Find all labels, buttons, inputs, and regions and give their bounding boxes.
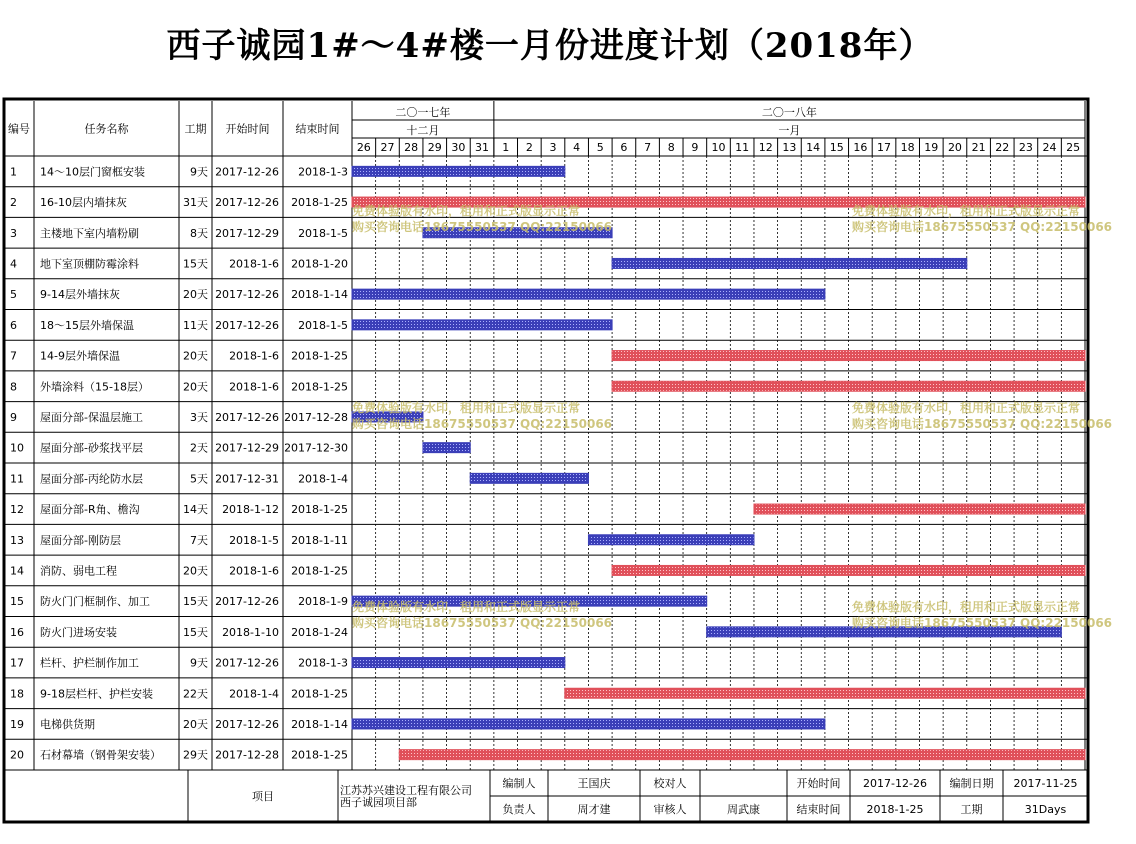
- task-id: 6: [10, 318, 17, 332]
- task-end: 2018-1-14: [291, 717, 348, 731]
- task-duration: 11天: [183, 318, 208, 332]
- task-end: 2018-1-20: [291, 257, 348, 271]
- task-name: 外墙涂料（15-18层）: [40, 380, 149, 394]
- footer-start-label: 开始时间: [796, 777, 841, 790]
- task-duration: 20天: [183, 288, 208, 302]
- task-start: 2017-12-26: [215, 595, 279, 609]
- task-start: 2017-12-26: [215, 165, 279, 179]
- header-day: 22: [995, 141, 1010, 154]
- task-id: 12: [10, 503, 24, 517]
- watermark-line: 购买咨询电话18675550537 QQ:22150066: [352, 616, 613, 630]
- task-start: 2017-12-29: [215, 226, 279, 240]
- gantt-bar-14: [612, 565, 1085, 575]
- task-duration: 20天: [183, 717, 208, 731]
- task-id: 8: [10, 380, 17, 394]
- task-start: 2018-1-10: [222, 625, 279, 639]
- task-start: 2017-12-26: [215, 717, 279, 731]
- task-id: 16: [10, 625, 24, 639]
- footer-manager: 周才建: [577, 803, 611, 816]
- footer-start: 2017-12-26: [863, 777, 927, 790]
- task-start: 2018-1-12: [222, 503, 279, 517]
- task-start: 2017-12-26: [215, 410, 279, 424]
- task-end: 2018-1-4: [298, 472, 348, 486]
- task-name: 屋面分部-R角、檐沟: [40, 503, 140, 517]
- footer-end-label: 结束时间: [796, 803, 841, 816]
- task-start: 2017-12-28: [215, 748, 279, 762]
- header-day: 5: [596, 141, 604, 154]
- header-day: 8: [667, 141, 675, 154]
- header-day: 16: [853, 141, 868, 154]
- task-id: 20: [10, 748, 24, 762]
- task-name: 防火门进场安装: [40, 625, 117, 639]
- task-name: 石材幕墙（钢骨架安装）: [40, 748, 161, 762]
- task-start: 2018-1-6: [229, 257, 279, 271]
- gantt-bar-1: [352, 166, 565, 176]
- header-day: 14: [806, 141, 821, 154]
- task-start: 2017-12-31: [215, 472, 279, 486]
- gantt-bar-8: [612, 381, 1085, 391]
- task-duration: 14天: [183, 503, 208, 517]
- gantt-bar-10: [423, 443, 470, 453]
- footer-compile-date-label: 编制日期: [949, 777, 994, 790]
- task-duration: 15天: [183, 595, 208, 609]
- task-name: 消防、弱电工程: [40, 564, 117, 578]
- footer-end: 2018-1-25: [866, 803, 924, 816]
- task-duration: 20天: [183, 380, 208, 394]
- header-day: 26: [356, 141, 371, 154]
- task-id: 11: [10, 472, 24, 486]
- task-duration: 8天: [190, 226, 208, 240]
- task-duration: 2天: [190, 441, 208, 455]
- footer-compiler-label: 编制人: [502, 777, 536, 790]
- task-duration: 20天: [183, 564, 208, 578]
- header-day: 28: [404, 141, 419, 154]
- header-day: 30: [451, 141, 466, 154]
- task-name: 9-18层栏杆、护栏安装: [40, 687, 153, 701]
- header-day: 9: [691, 141, 699, 154]
- footer-compiler: 王国庆: [577, 777, 611, 790]
- header-day: 19: [924, 141, 939, 154]
- task-start: 2018-1-6: [229, 380, 279, 394]
- header-duration: 工期: [184, 122, 207, 136]
- header-day: 31: [475, 141, 490, 154]
- task-name: 屋面分部-砂浆找平层: [40, 441, 143, 455]
- task-id: 1: [10, 165, 17, 179]
- task-start: 2017-12-26: [215, 318, 279, 332]
- header-day: 15: [829, 141, 844, 154]
- header-id: 编号: [8, 122, 30, 136]
- task-id: 10: [10, 441, 24, 455]
- header-day: 12: [758, 141, 773, 154]
- task-id: 18: [10, 687, 24, 701]
- task-id: 7: [10, 349, 17, 363]
- task-end: 2018-1-5: [298, 226, 348, 240]
- task-duration: 7天: [190, 533, 208, 547]
- task-duration: 15天: [183, 257, 208, 271]
- footer-company: 江苏苏兴建设工程有限公司: [340, 784, 472, 797]
- page-title: 西子诚园1#～4#楼一月份进度计划（2018年）: [166, 26, 934, 66]
- header-day: 10: [711, 141, 726, 154]
- header-day: 24: [1042, 141, 1057, 154]
- task-start: 2018-1-6: [229, 349, 279, 363]
- watermark-line: 免费体验版有水印，租用和正式版显示正常: [852, 204, 1081, 218]
- task-id: 13: [10, 533, 24, 547]
- header-day: 2: [525, 141, 533, 154]
- header-day: 7: [644, 141, 652, 154]
- task-end: 2018-1-3: [298, 165, 348, 179]
- task-start: 2017-12-26: [215, 196, 279, 210]
- task-id: 9: [10, 410, 17, 424]
- watermark-line: 免费体验版有水印，租用和正式版显示正常: [352, 401, 581, 415]
- task-end: 2017-12-28: [284, 410, 348, 424]
- watermark-line: 免费体验版有水印，租用和正式版显示正常: [852, 600, 1081, 614]
- gantt-bar-6: [352, 320, 612, 330]
- task-end: 2018-1-3: [298, 656, 348, 670]
- header-day: 13: [782, 141, 797, 154]
- task-start: 2018-1-6: [229, 564, 279, 578]
- header-day: 11: [735, 141, 750, 154]
- header-day: 4: [573, 141, 581, 154]
- task-duration: 15天: [183, 625, 208, 639]
- task-end: 2018-1-25: [291, 564, 348, 578]
- task-name: 9-14层外墙抹灰: [40, 288, 120, 302]
- task-id: 2: [10, 196, 17, 210]
- watermark-line: 购买咨询电话18675550537 QQ:22150066: [852, 220, 1113, 234]
- task-end: 2018-1-25: [291, 503, 348, 517]
- task-id: 5: [10, 288, 17, 302]
- task-duration: 5天: [190, 472, 208, 486]
- task-name: 地下室顶棚防霉涂料: [40, 257, 139, 271]
- task-duration: 9天: [190, 656, 208, 670]
- task-id: 15: [10, 595, 24, 609]
- footer-manager-label: 负责人: [502, 803, 536, 816]
- task-name: 18～15层外墙保温: [40, 318, 134, 332]
- task-name: 栏杆、护栏制作加工: [40, 656, 139, 670]
- header-day: 25: [1066, 141, 1081, 154]
- task-duration: 9天: [190, 165, 208, 179]
- task-name: 防火门门框制作、加工: [40, 595, 150, 609]
- gantt-bar-17: [352, 658, 565, 668]
- header-year-2018: 二〇一八年: [761, 106, 817, 119]
- task-name: 16-10层内墙抹灰: [40, 196, 127, 210]
- header-day: 20: [947, 141, 962, 154]
- task-end: 2017-12-30: [284, 441, 348, 455]
- watermark-line: 免费体验版有水印，租用和正式版显示正常: [352, 600, 581, 614]
- task-name: 屋面分部-刚防层: [40, 533, 121, 547]
- gantt-bar-5: [352, 289, 825, 299]
- task-end: 2018-1-25: [291, 196, 348, 210]
- task-name: 14-9层外墙保温: [40, 349, 120, 363]
- header-day: 3: [549, 141, 557, 154]
- footer-reviewer-label: 审核人: [653, 803, 687, 816]
- gantt-bar-13: [588, 535, 754, 545]
- task-start: 2017-12-26: [215, 656, 279, 670]
- task-end: 2018-1-24: [291, 625, 348, 639]
- footer-project-dept: 西子诚园项目部: [340, 796, 417, 809]
- task-id: 19: [10, 717, 24, 731]
- footer-reviewer: 周武康: [727, 803, 760, 816]
- footer-duration: 31Days: [1024, 803, 1067, 816]
- task-duration: 31天: [183, 196, 208, 210]
- gantt-bar-7: [612, 351, 1085, 361]
- header-month-jan: 一月: [778, 124, 801, 137]
- task-end: 2018-1-25: [291, 380, 348, 394]
- footer-duration-label: 工期: [960, 803, 983, 816]
- task-name: 屋面分部-保温层施工: [40, 410, 143, 424]
- task-start: 2018-1-5: [229, 533, 279, 547]
- header-day: 21: [971, 141, 986, 154]
- footer-checker-label: 校对人: [653, 777, 687, 790]
- header-name: 任务名称: [84, 122, 129, 136]
- task-end: 2018-1-11: [291, 533, 348, 547]
- header-day: 18: [900, 141, 915, 154]
- task-end: 2018-1-14: [291, 288, 348, 302]
- header-day: 27: [380, 141, 395, 154]
- footer-project-label: 项目: [252, 790, 274, 803]
- header-month-dec: 十二月: [406, 124, 440, 137]
- gantt-bar-11: [470, 473, 588, 483]
- watermark-line: 购买咨询电话18675550537 QQ:22150066: [852, 616, 1113, 630]
- task-id: 17: [10, 656, 24, 670]
- task-duration: 3天: [190, 410, 208, 424]
- task-start: 2017-12-26: [215, 288, 279, 302]
- watermark-line: 购买咨询电话18675550537 QQ:22150066: [852, 417, 1113, 431]
- task-name: 主楼地下室内墙粉刷: [40, 226, 139, 240]
- task-duration: 29天: [183, 748, 208, 762]
- task-duration: 20天: [183, 349, 208, 363]
- task-id: 14: [10, 564, 24, 578]
- header-year-2017: 二〇一七年: [395, 106, 451, 119]
- task-id: 4: [10, 257, 17, 271]
- task-start: 2018-1-4: [229, 687, 279, 701]
- task-name: 电梯供货期: [40, 717, 95, 731]
- task-end: 2018-1-9: [298, 595, 348, 609]
- watermark-line: 免费体验版有水印，租用和正式版显示正常: [852, 401, 1081, 415]
- gantt-bar-19: [352, 719, 825, 729]
- header-end: 结束时间: [295, 122, 340, 136]
- footer-compile-date: 2017-11-25: [1013, 777, 1078, 790]
- gantt-bar-12: [754, 504, 1085, 514]
- header-start: 开始时间: [225, 122, 270, 136]
- task-duration: 22天: [183, 687, 208, 701]
- gantt-bar-4: [612, 258, 967, 268]
- watermark-line: 免费体验版有水印，租用和正式版显示正常: [352, 204, 581, 218]
- header-day: 23: [1018, 141, 1033, 154]
- header-day: 17: [877, 141, 892, 154]
- task-id: 3: [10, 226, 17, 240]
- watermark-line: 购买咨询电话18675550537 QQ:22150066: [352, 417, 613, 431]
- header-day: 29: [427, 141, 442, 154]
- watermark-line: 购买咨询电话18675550537 QQ:22150066: [352, 220, 613, 234]
- gantt-bar-18: [565, 688, 1085, 698]
- header-day: 6: [620, 141, 628, 154]
- task-end: 2018-1-25: [291, 349, 348, 363]
- task-name: 14～10层门窗框安装: [40, 165, 145, 179]
- task-end: 2018-1-5: [298, 318, 348, 332]
- gantt-bar-20: [399, 750, 1085, 760]
- task-start: 2017-12-29: [215, 441, 279, 455]
- task-end: 2018-1-25: [291, 748, 348, 762]
- task-name: 屋面分部-丙纶防水层: [40, 472, 143, 486]
- header-day: 1: [502, 141, 510, 154]
- task-end: 2018-1-25: [291, 687, 348, 701]
